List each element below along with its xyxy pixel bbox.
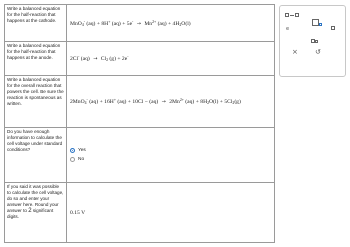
sub-sup-button[interactable] [311,28,318,47]
electron-icon: e [286,26,290,32]
undo-icon: ↺ [315,48,321,56]
anode-equation[interactable]: 2Cl- $(aq) \to Cl_2$ (g) + 2e- [67,42,275,76]
no-label: No [78,157,85,162]
overall-equation[interactable]: 2MnO$_4$- (aq) + 16H+ $(aq) + 10Cl - (aq) \to 2Mn^{2+}$ $(aq) + 8H_2O(l) + 5Cl_2(g)$ [67,76,275,128]
sig-fig-count: 2 [28,208,32,214]
option-yes[interactable] [70,148,271,153]
box-icon [285,13,289,17]
reaction-arrow: → [136,20,141,27]
electron-button[interactable] [286,26,289,32]
arrow-template-button[interactable] [285,13,299,17]
anode-row [5,42,275,76]
overall-row [5,76,275,128]
subscript-icon [315,40,318,43]
enough-info-row [5,128,275,183]
close-icon: × [292,48,298,56]
option-no[interactable] [70,157,271,162]
voltage-prompt: If you said it was possible to calculate the cell voltage, do so and enter your answer here. Round your answer to 2 significant digits. [5,183,67,243]
cathode-prompt: Write a balanced equation for the half-reaction that happens at the cathode. [5,5,67,42]
voltage-value: 0.15 V [70,209,86,216]
box-icon [312,19,319,26]
yes-radio[interactable] [70,148,75,153]
question-table [4,4,275,243]
math-toolbar [279,5,346,77]
voltage-row [5,183,275,243]
reaction-arrow: → [161,99,166,105]
clear-button[interactable] [292,48,298,56]
cathode-row [5,5,275,42]
yes-label: Yes [78,148,86,153]
subscript-button[interactable] [331,15,335,34]
box-icon [331,26,335,30]
anode-prompt: Write a balanced equation for the half-reaction that happens at the anode. [5,42,67,76]
superscript-icon [319,23,322,26]
overall-prompt: Write a balanced equation for the overall reaction that powers the cell. Be sure the reaction is spontaneous as written. [5,76,67,128]
undo-button[interactable] [315,48,321,56]
no-radio[interactable] [70,157,75,162]
enough-info-prompt: Do you have enough information to calculate the cell voltage under standard conditions? [5,128,67,183]
reaction-arrow: → [93,56,98,62]
box-icon [295,13,299,17]
voltage-answer[interactable] [67,183,275,243]
cathode-equation[interactable]: MnO$_4$- (aq) + 8H+ $(aq) + 5e^- \to Mn^{2+}$ $(aq) + 4H_2O(l)$ [67,5,275,42]
enough-info-answer [67,128,275,183]
